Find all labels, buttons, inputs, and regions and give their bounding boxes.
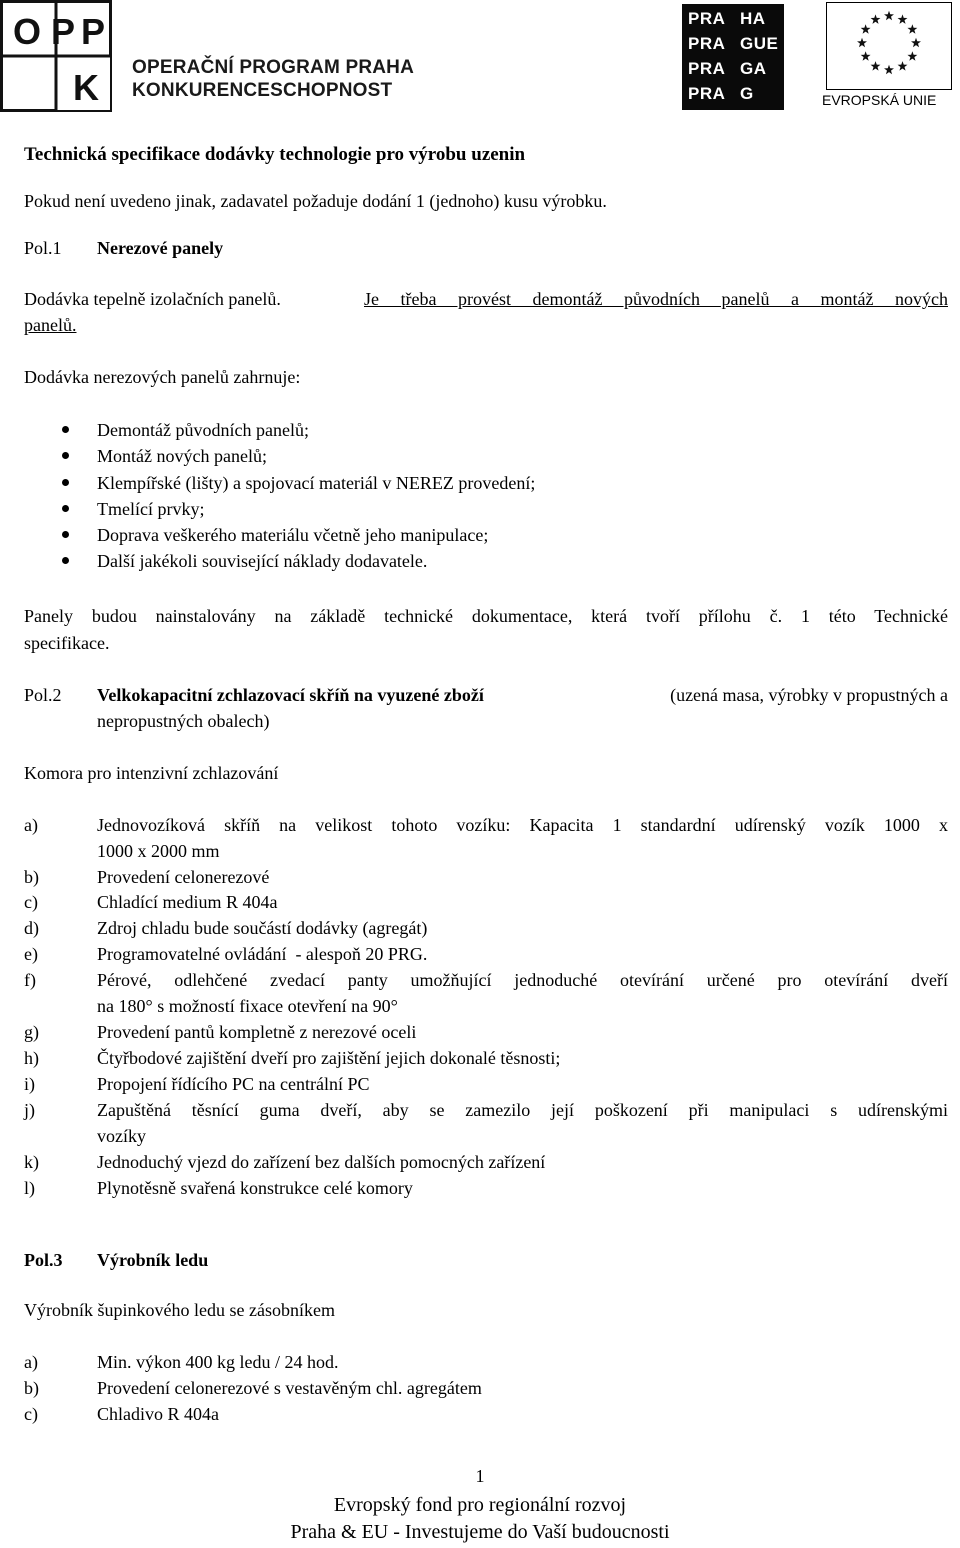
footer-line2: Praha & EU - Investujeme do Vaší budoucnosti xyxy=(290,1521,670,1543)
pol1-list-item: Montáž nových panelů; xyxy=(97,446,267,466)
pol2-item-letter: h) xyxy=(24,1048,39,1068)
pol2-item-text: Chladící medium R 404a xyxy=(97,892,278,912)
bullet-icon xyxy=(62,531,69,538)
pol2-item-text: Provedení celonerezové xyxy=(97,867,270,887)
pol2-title-bold: Velkokapacitní zchlazovací skříň na vyuzené zboží xyxy=(97,685,484,705)
praha-cell-8: G xyxy=(740,84,754,103)
oppk-letter-k: K xyxy=(73,67,99,108)
eu-star-icon xyxy=(871,14,881,23)
praha-cell-3: PRA xyxy=(688,34,726,53)
eu-star-icon xyxy=(898,14,908,23)
praha-logo xyxy=(682,4,784,110)
eu-star-icon xyxy=(857,38,867,47)
pol2-item-letter: k) xyxy=(24,1152,39,1172)
pol2-item-text: Propojení řídícího PC na centrální PC xyxy=(97,1074,370,1094)
oppk-logo-mark xyxy=(0,0,112,112)
pol2-item-text: Provedení pantů kompletně z nerezové oceli xyxy=(97,1022,417,1042)
praha-cell-4: GUE xyxy=(740,34,779,53)
document-title: Technická specifikace dodávky technologie pro výrobu uzenin xyxy=(24,144,526,165)
bullet-icon xyxy=(62,557,69,564)
praha-cell-7: PRA xyxy=(688,84,726,103)
pol1-list-item: Tmelící prvky; xyxy=(97,499,205,519)
pol2-title-line2: nepropustných obalech) xyxy=(97,711,270,731)
pol2-item-text: Zdroj chladu bude součástí dodávky (agregát) xyxy=(97,918,428,938)
pol2-item-text: Čtyřbodové zajištění dveří pro zajištění jejich dokonalé těsnosti; xyxy=(97,1048,561,1068)
page-number: 1 xyxy=(475,1466,485,1486)
praha-cell-1: PRA xyxy=(688,9,726,28)
pol1-closing-line2: specifikace. xyxy=(24,633,110,653)
pol2-subheading: Komora pro intenzivní zchlazování xyxy=(24,763,279,783)
eu-flag-icon xyxy=(826,2,952,90)
pol2-item-text: Programovatelné ovládání - alespoň 20 PRG. xyxy=(97,944,428,964)
document-intro: Pokud není uvedeno jinak, zadavatel požaduje dodání 1 (jednoho) kusu výrobku. xyxy=(24,191,607,211)
pol3-item-text: Provedení celonerezové s vestavěným chl. agregátem xyxy=(97,1378,482,1398)
bullet-icon xyxy=(62,505,69,512)
pol2-item-text: Plynotěsně svařená konstrukce celé komory xyxy=(97,1178,413,1198)
pol1-paragraph-start: Dodávka tepelně izolačních panelů. xyxy=(24,289,281,309)
pol1-list-item: Další jakékoli související náklady dodavatele. xyxy=(97,551,428,571)
oppk-name-line1: OPERAČNÍ PROGRAM PRAHA xyxy=(132,57,415,78)
eu-logo xyxy=(822,2,958,110)
pol2-item-letter: d) xyxy=(24,918,39,938)
bullet-icon xyxy=(62,452,69,459)
footer-line1: Evropský fond pro regionální rozvoj xyxy=(333,1494,627,1516)
pol2-item-text: Jednovozíková skříň na velikost tohoto vozíku: Kapacita 1 standardní udírenský vozík 1000 x xyxy=(97,815,948,835)
pol1-list-intro: Dodávka nerezových panelů zahrnuje: xyxy=(24,367,301,387)
pol3-title: Výrobník ledu xyxy=(97,1250,209,1270)
pol2-item-text: Pérové, odlehčené zvedací panty umožňující jednoduché otevírání určené pro otevírání dveří xyxy=(97,970,948,990)
pol1-number: Pol.1 xyxy=(24,238,62,258)
pol2-item-letter: a) xyxy=(24,815,38,835)
pol1-list-item: Demontáž původních panelů; xyxy=(97,420,309,440)
pol2-item-letter: g) xyxy=(24,1022,39,1042)
praha-cell-2: HA xyxy=(740,9,766,28)
pol1-paragraph-underlined-line2: panelů. xyxy=(24,315,77,335)
eu-star-icon xyxy=(884,65,894,74)
praha-cell-5: PRA xyxy=(688,59,726,78)
pol2-item-letter: b) xyxy=(24,867,39,887)
pol2-item-letter: f) xyxy=(24,970,36,990)
pol3-item-letter: a) xyxy=(24,1352,38,1372)
pol1-list-item: Doprava veškerého materiálu včetně jeho manipulace; xyxy=(97,525,489,545)
bullet-icon xyxy=(62,479,69,486)
oppk-letter-o: O xyxy=(13,11,42,52)
eu-star-icon xyxy=(898,61,908,70)
bullet-icon xyxy=(62,426,69,433)
pol2-item-text: Zapuštěná těsnící guma dveří, aby se zamezilo její poškození při manipulaci s udírenskými xyxy=(97,1100,948,1120)
pol3-number: Pol.3 xyxy=(24,1250,63,1270)
pol3-item-letter: c) xyxy=(24,1404,38,1424)
eu-star-icon xyxy=(861,24,871,33)
pol2-item-text-continued: na 180° s možností fixace otevření na 90° xyxy=(97,996,398,1016)
praha-cell-6: GA xyxy=(740,59,767,78)
pol2-title-rest: (uzená masa, výrobky v propustných a xyxy=(670,685,948,705)
pol2-item-letter: e) xyxy=(24,944,38,964)
eu-star-icon xyxy=(907,24,917,33)
pol2-item-text: Jednoduchý vjezd do zařízení bez dalších pomocných zařízení xyxy=(97,1152,546,1172)
eu-star-icon xyxy=(861,51,871,60)
pol1-closing-line1: Panely budou nainstalovány na základě technické dokumentace, která tvoří přílohu č. 1 této Technické xyxy=(24,606,948,626)
eu-star-icon xyxy=(907,51,917,60)
pol3-item-text: Min. výkon 400 kg ledu / 24 hod. xyxy=(97,1352,339,1372)
pol3-subheading: Výrobník šupinkového ledu se zásobníkem xyxy=(24,1300,335,1320)
eu-label: EVROPSKÁ UNIE xyxy=(822,92,937,108)
oppk-letter-p1: P xyxy=(51,11,76,52)
eu-star-icon xyxy=(871,61,881,70)
oppk-letter-p2: P xyxy=(81,11,106,52)
pol3-item-text: Chladivo R 404a xyxy=(97,1404,219,1424)
oppk-name-line2: KONKURENCESCHOPNOST xyxy=(132,80,393,101)
oppk-logo xyxy=(0,0,415,112)
pol1-paragraph-underlined-line1: Je třeba provést demontáž původních panelů a montáž nových xyxy=(364,289,948,309)
pol2-item-text-continued: 1000 x 2000 mm xyxy=(97,841,220,861)
pol2-item-letter: i) xyxy=(24,1074,35,1094)
pol2-item-letter: c) xyxy=(24,892,38,912)
pol3-item-letter: b) xyxy=(24,1378,39,1398)
pol2-item-letter: j) xyxy=(24,1100,35,1120)
pol2-item-text-continued: vozíky xyxy=(97,1126,146,1146)
pol2-title-line1 xyxy=(97,684,948,706)
pol2-item-letter: l) xyxy=(24,1178,35,1198)
eu-star-icon xyxy=(911,38,921,47)
pol1-title: Nerezové panely xyxy=(97,238,224,258)
pol2-number: Pol.2 xyxy=(24,685,62,705)
eu-star-icon xyxy=(884,11,894,20)
pol1-list-item: Klempířské (lišty) a spojovací materiál v NEREZ provedení; xyxy=(97,473,536,493)
